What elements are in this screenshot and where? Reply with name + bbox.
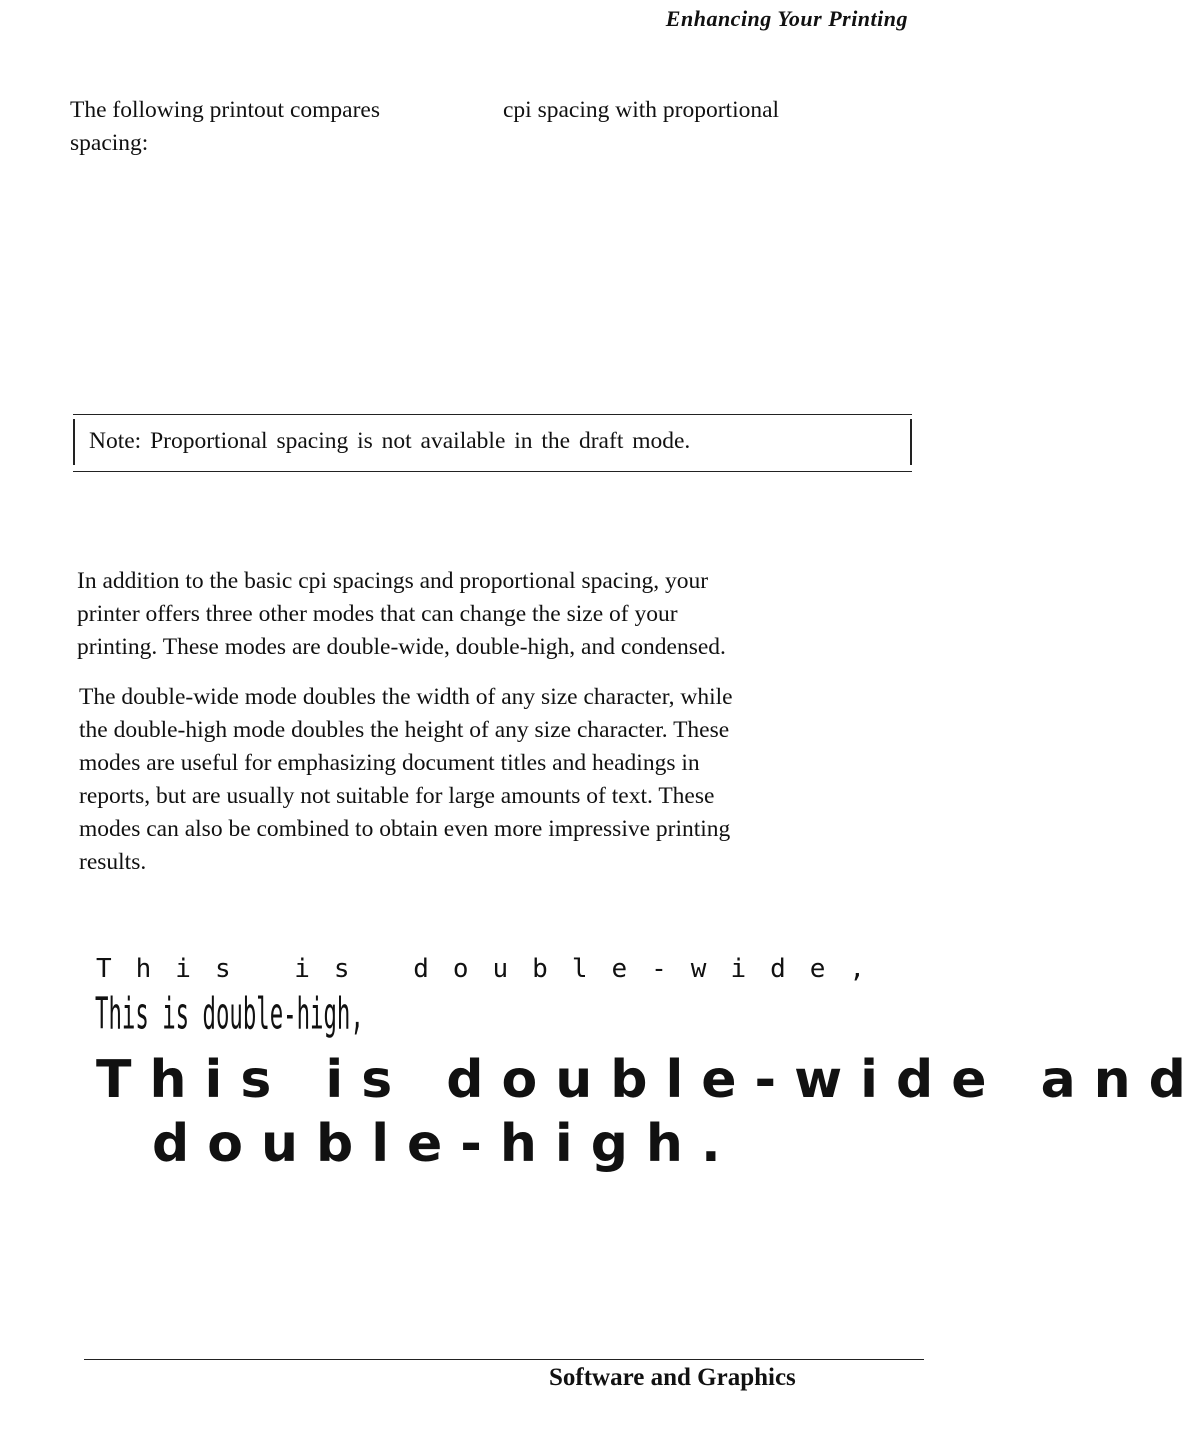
paragraph-modes-detail [79, 681, 899, 879]
paragraph-line: printing. These modes are double-wide, double-high, and condensed. [77, 634, 726, 660]
intro-text-right: cpi spacing with proportional [503, 97, 780, 123]
paragraph-line: results. [79, 849, 147, 875]
running-header: Enhancing Your Printing [665, 6, 908, 31]
paragraph-line: The double-wide mode doubles the width of any size character, while [79, 684, 733, 710]
paragraph-modes-intro [77, 565, 897, 664]
sample-double-wide-high-line2: double-high. [152, 1114, 739, 1174]
sample-double-wide: This is double-wide, [96, 954, 890, 984]
paragraph-line: the double-high mode doubles the height of any size character. These [79, 717, 730, 743]
intro-text-continued: spacing: [70, 130, 149, 156]
intro-text-left: The following printout compares [70, 97, 380, 123]
footer-divider [84, 1359, 924, 1360]
sample-double-wide-high-line1: This is double-wide and [96, 1050, 1204, 1110]
paragraph-line: modes are useful for emphasizing document titles and headings in [79, 750, 700, 776]
paragraph-line: reports, but are usually not suitable for large amounts of text. These [79, 783, 715, 809]
paragraph-line: modes can also be combined to obtain even more impressive printing [79, 816, 731, 842]
paragraph-line: printer offers three other modes that can change the size of your [77, 601, 678, 627]
sample-double-high: This is double-high, [95, 990, 364, 1040]
footer-section-title: Software and Graphics [549, 1364, 796, 1391]
note-text: Note: Proportional spacing is not available in the draft mode. [89, 428, 691, 454]
note-box [73, 414, 912, 472]
paragraph-line: In addition to the basic cpi spacings and proportional spacing, your [77, 568, 709, 594]
